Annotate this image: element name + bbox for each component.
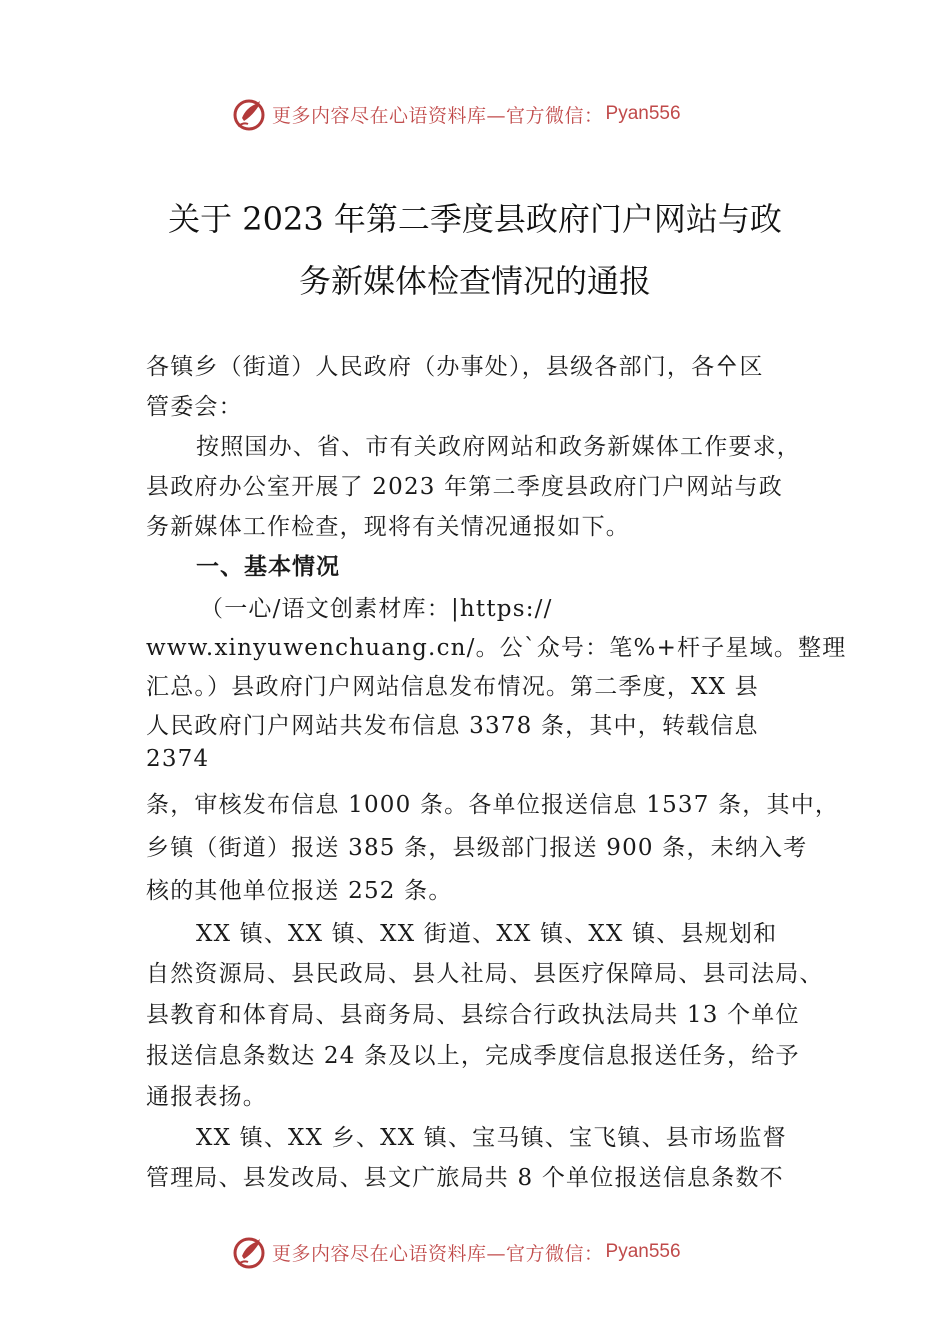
body-line: （一心/语文创素材库：|https:// bbox=[200, 596, 553, 622]
body-line: XX 镇、XX 镇、XX 街道、XX 镇、XX 镇、县规划和 bbox=[196, 921, 778, 947]
watermark-wechat-id: Pyan556 bbox=[605, 103, 681, 124]
body-line: 人民政府门户网站共发布信息 3378 条，其中，转载信息 bbox=[146, 713, 759, 739]
body-line: 各镇乡（街道）人民政府（办事处），县级各部门，各㐃区 bbox=[146, 354, 764, 380]
watermark-wechat-id: Pyan556 bbox=[605, 1241, 681, 1262]
document-title bbox=[120, 188, 830, 312]
watermark-footer bbox=[232, 1232, 681, 1272]
pen-logo-icon bbox=[232, 1234, 268, 1270]
body-line: 务新媒体工作检查，现将有关情况通报如下。 bbox=[146, 514, 630, 540]
body-line: 汇总。）县政府门户网站信息发布情况。第二季度，XX 县 bbox=[146, 674, 759, 700]
body-line: XX 镇、XX 乡、XX 镇、宝马镇、宝飞镇、县市场监督 bbox=[196, 1125, 787, 1151]
title-line-2: 务新媒体检查情况的通报 bbox=[298, 262, 651, 300]
watermark-text: 更多内容尽在心语资料库—官方微信： bbox=[272, 1242, 604, 1265]
body-line: 报送信息条数达 24 条及以上，完成季度信息报送任务，给予 bbox=[146, 1043, 800, 1069]
body-line: 管委会： bbox=[146, 394, 243, 420]
body-line: 管理局、县发改局、县文广旅局共 8 个单位报送信息条数不 bbox=[146, 1165, 784, 1191]
body-line: 县政府办公室开展了 2023 年第二季度县政府门户网站与政 bbox=[146, 474, 783, 500]
body-line: 县教育和体育局、县商务局、县综合行政执法局共 13 个单位 bbox=[146, 1002, 800, 1028]
watermark-text: 更多内容尽在心语资料库—官方微信： bbox=[272, 104, 604, 127]
title-line-1: 关于 2023 年第二季度县政府门户网站与政 bbox=[168, 200, 782, 238]
body-line: 自然资源局、县民政局、县人社局、县医疗保障局、县司法局、 bbox=[146, 961, 824, 987]
body-line: 2374 bbox=[146, 746, 210, 772]
body-line: www.xinyuwenchuang.cn/。公`众号：笔%+杆子星域。整理 bbox=[146, 635, 847, 661]
body-line: 乡镇（街道）报送 385 条，县级部门报送 900 条，未纳入考 bbox=[146, 835, 808, 861]
body-line: 条，审核发布信息 1000 条。各单位报送信息 1537 条，其中， bbox=[146, 792, 840, 818]
body-line: 通报表扬。 bbox=[146, 1084, 267, 1110]
body-line: 核的其他单位报送 252 条。 bbox=[146, 878, 453, 904]
watermark-header bbox=[232, 94, 681, 134]
section-heading: 一、基本情况 bbox=[196, 554, 340, 580]
body-line: 按照国办、省、市有关政府网站和政务新媒体工作要求， bbox=[196, 434, 801, 460]
pen-logo-icon bbox=[232, 96, 268, 132]
